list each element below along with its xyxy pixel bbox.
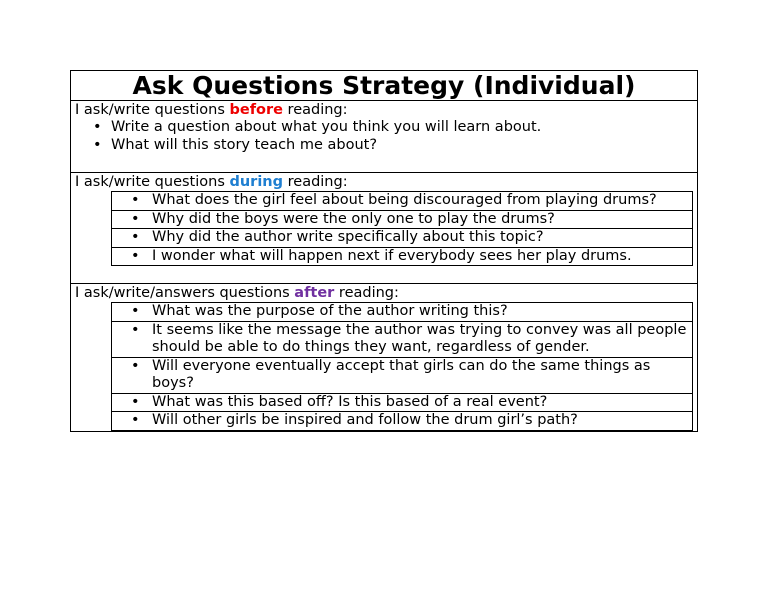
table-row: • Will everyone eventually accept that girls can do the same things as boys? (112, 358, 692, 394)
table-row: • Why did the boys were the only one to play the drums? (112, 211, 692, 230)
before-list (75, 119, 697, 154)
table-row: • I wonder what will happen next if everybody sees her play drums. (112, 248, 692, 267)
during-reading-section (71, 173, 697, 284)
list-item: • Write a question about what you think you will learn about. (111, 119, 697, 137)
worksheet-title: Ask Questions Strategy (Individual) (71, 71, 697, 101)
table-row: • Will other girls be inspired and follow the drum girl’s path? (112, 412, 692, 431)
table-row: • What was this based off? Is this based of a real event? (112, 394, 692, 413)
during-question-table (111, 191, 693, 266)
after-keyword: after (294, 285, 335, 301)
list-item: • What will this story teach me about? (111, 137, 697, 155)
strategy-worksheet (70, 70, 698, 432)
before-suffix: reading: (282, 102, 348, 118)
during-suffix: reading: (283, 174, 348, 190)
table-row: • Why did the author write specifically about this topic? (112, 229, 692, 248)
during-prefix: I ask/write questions (75, 174, 230, 190)
after-question-table (111, 302, 693, 431)
table-row: • What was the purpose of the author writing this? (112, 303, 692, 322)
table-row: • It seems like the message the author was trying to convey was all people should be able to do things they want, regardless of gender. (112, 322, 692, 358)
before-keyword: before (229, 102, 283, 118)
before-heading (75, 101, 697, 119)
during-heading (75, 173, 697, 191)
after-prefix: I ask/write/answers questions (75, 285, 295, 301)
after-heading (75, 284, 697, 302)
after-reading-section (71, 284, 697, 431)
before-prefix: I ask/write questions (75, 102, 230, 118)
after-suffix: reading: (334, 285, 399, 301)
table-row: • What does the girl feel about being discouraged from playing drums? (112, 192, 692, 211)
before-reading-section (71, 101, 697, 173)
during-keyword: during (229, 174, 284, 190)
